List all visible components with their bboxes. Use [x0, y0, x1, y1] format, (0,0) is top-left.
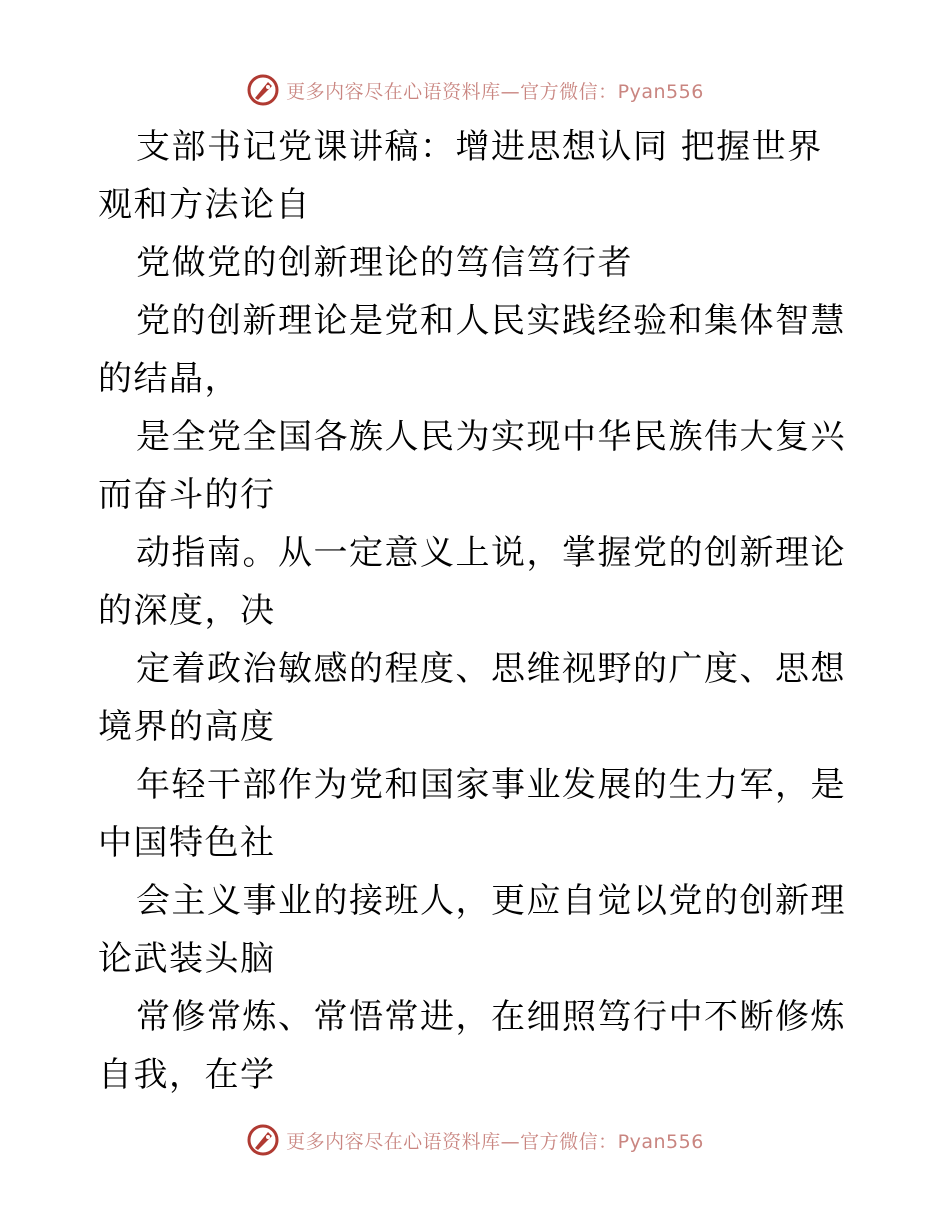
header-watermark [0, 70, 950, 110]
paragraph: 党的创新理论是党和人民实践经验和集体智慧的结晶， [98, 301, 846, 399]
paragraph: 支部书记党课讲稿：增进思想认同 把握世界观和方法论自 [98, 127, 823, 225]
pen-nib-circle-icon [246, 73, 280, 107]
paragraph: 动指南。从一定意义上说，掌握党的创新理论的深度，决 [98, 533, 846, 631]
paragraph: 定着政治敏感的程度、思维视野的广度、思想境界的高度 [98, 649, 846, 747]
paragraph: 是全党全国各族人民为实现中华民族伟大复兴而奋斗的行 [98, 417, 846, 515]
paragraph: 常修常炼、常悟常进，在细照笃行中不断修炼自我，在学 [98, 997, 846, 1095]
paragraph: 会主义事业的接班人，更应自觉以党的创新理论武装头脑 [98, 881, 846, 979]
paragraph: 党做党的创新理论的笃信笃行者 [136, 243, 633, 283]
paragraph: 年轻干部作为党和国家事业发展的生力军，是中国特色社 [98, 765, 846, 863]
header-watermark-text: 更多内容尽在心语资料库—官方微信：Pyan556 [286, 80, 704, 103]
footer-watermark [0, 1120, 950, 1160]
document-body [98, 118, 858, 1104]
footer-watermark-text: 更多内容尽在心语资料库—官方微信：Pyan556 [286, 1130, 704, 1153]
pen-nib-circle-icon [246, 1123, 280, 1157]
